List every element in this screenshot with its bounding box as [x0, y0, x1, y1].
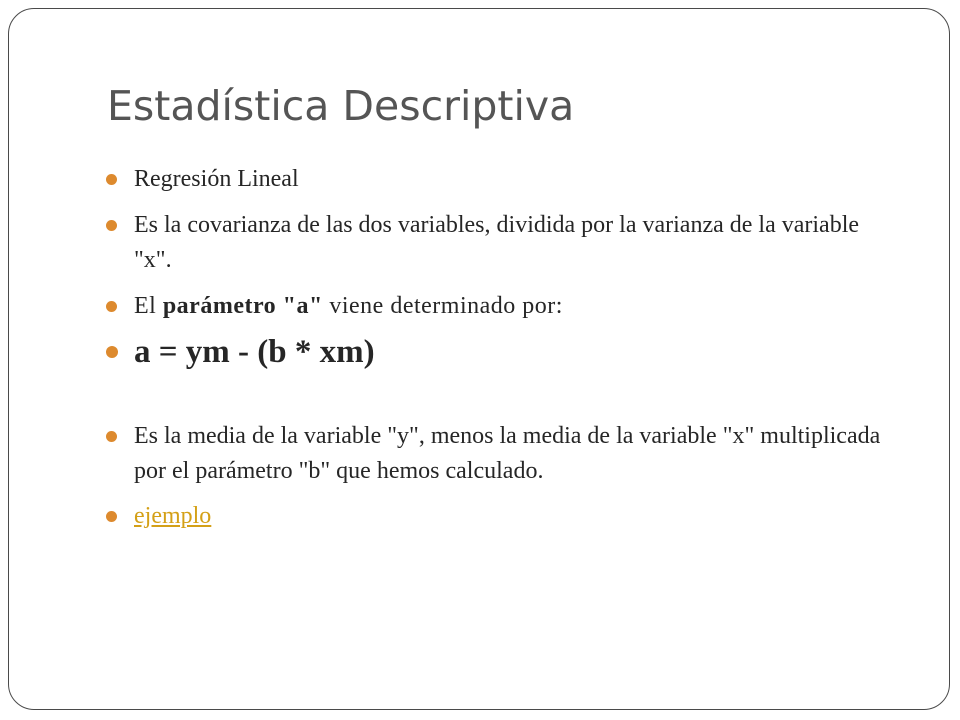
bullet-dot-icon: [106, 346, 118, 358]
bullet-dot-icon: [106, 174, 117, 185]
bullet-regresion-lineal: [106, 162, 896, 197]
ejemplo-link[interactable]: ejemplo: [134, 503, 212, 529]
bullet-ejemplo: [106, 499, 896, 534]
bullet-text-suffix: viene determinado por:: [322, 293, 563, 319]
slide-title: Estadística Descriptiva: [107, 82, 575, 130]
bullet-dot-icon: [106, 431, 117, 442]
bullet-media: [106, 419, 896, 489]
formula-text: a = ym - (b * xm): [134, 334, 375, 370]
bullet-covarianza: [106, 208, 896, 278]
bullet-text: Regresión Lineal: [134, 166, 299, 192]
bullet-formula: [106, 330, 896, 374]
bullet-dot-icon: [106, 511, 117, 522]
bullet-parametro-a: [106, 289, 896, 324]
bullet-dot-icon: [106, 220, 117, 231]
bullet-text: Es la media de la variable "y", menos la media de la variable "x" multiplicada por el parámetro "b" que hemos calculado.: [134, 423, 881, 484]
bullet-text-bold: parámetro "a": [162, 293, 323, 319]
bullet-text: Es la covarianza de las dos variables, dividida por la varianza de la variable "x".: [134, 212, 860, 273]
bullet-text-prefix: El: [134, 293, 163, 319]
bullet-list: [106, 160, 896, 534]
bullet-dot-icon: [106, 301, 117, 312]
